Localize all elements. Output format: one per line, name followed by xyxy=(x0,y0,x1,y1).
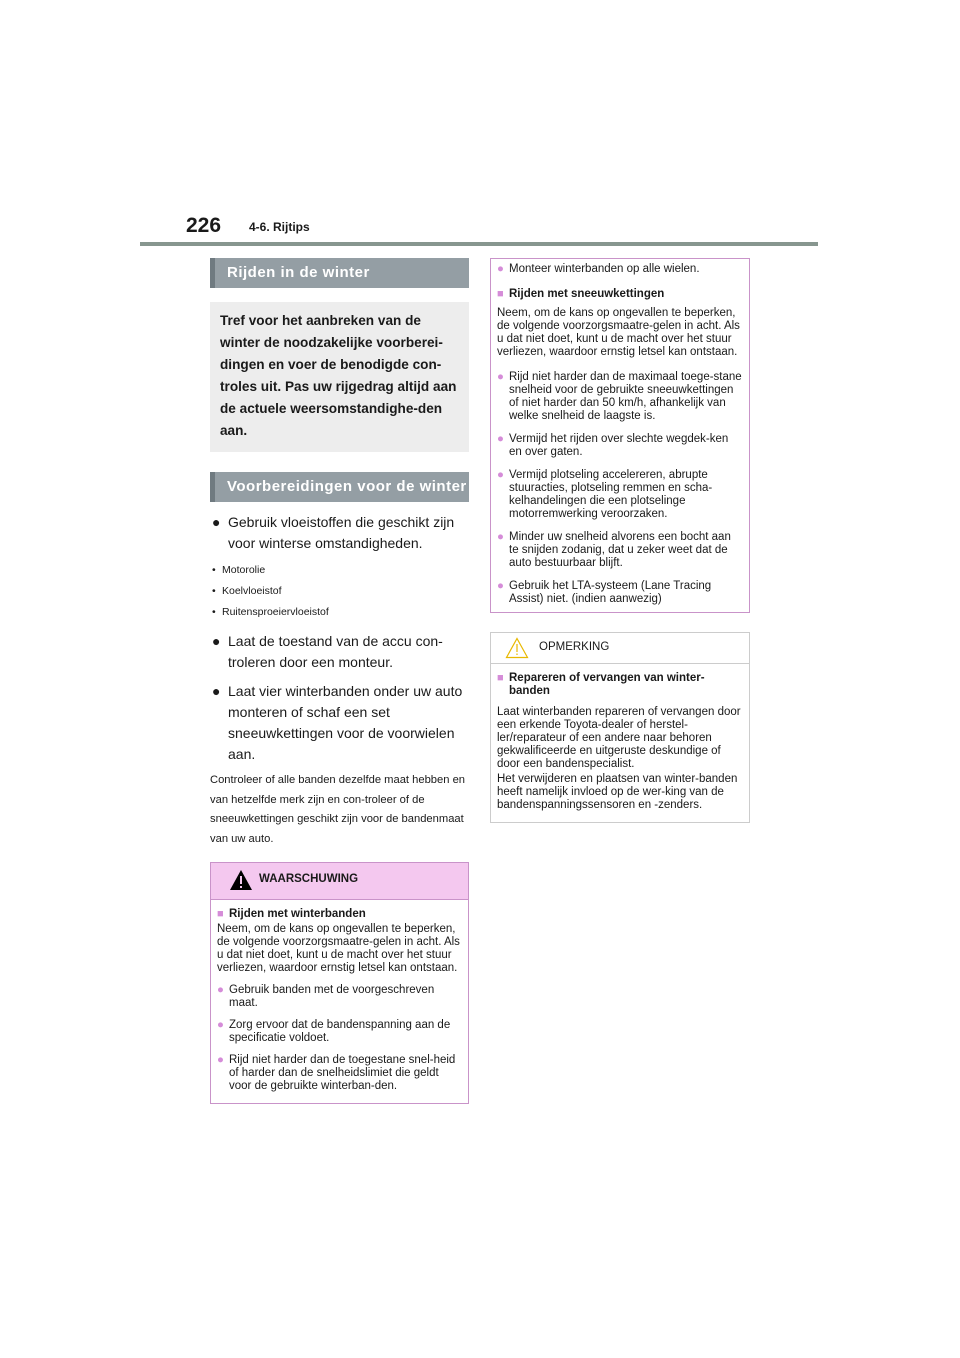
square-bullet-icon: ■ xyxy=(497,672,504,684)
list-item: ● Monteer winterbanden op alle wielen. xyxy=(497,263,700,275)
list-item: ● Vermijd plotseling accelereren, abrupte stuuracties, plotseling remmen en scha-kelhandelingen die een plotselinge motorremwerking veroorzaken. xyxy=(497,469,713,520)
bullet-icon: ● xyxy=(212,514,221,530)
notice-label: OPMERKING xyxy=(539,641,610,653)
section-heading-preparations: Voorbereidingen voor de winter xyxy=(210,472,469,502)
list-item: ● Laat vier winterbanden onder uw auto monteren of schaf een set sneeuwkettingen voor de voorwielen aan. xyxy=(212,683,463,762)
list-item: ● Gebruik vloeistoffen die geschikt zijn voor winterse omstandigheden. xyxy=(212,514,455,551)
right-column xyxy=(490,258,750,823)
circle-bullet-icon: ● xyxy=(217,984,224,996)
list-item: ● Zorg ervoor dat de bandenspanning aan de specificatie voldoet. xyxy=(217,1019,451,1044)
list-item: ● Rijd niet harder dan de maximaal toege-stane snelheid voor de gebruikte sneeuwkettingen of niet harder dan 50 km/h, afhankelijk van welke snelheid de laagste is. xyxy=(497,371,742,422)
square-bullet-icon: ■ xyxy=(497,288,504,300)
notice-box xyxy=(490,632,750,823)
page-number: 226 xyxy=(186,214,222,237)
warning-header xyxy=(211,863,468,900)
fluid-list xyxy=(210,560,469,623)
bullet-icon: • xyxy=(212,585,216,597)
warning-body xyxy=(211,900,468,1103)
circle-bullet-icon: ● xyxy=(497,580,504,592)
section-heading-winter: Rijden in de winter xyxy=(210,258,469,288)
square-bullet-icon: ■ xyxy=(217,908,224,920)
list-item: ● Gebruik banden met de voorgeschreven maat. xyxy=(217,984,435,1009)
snow-chain-text: Neem, om de kans op ongevallen te beperken, de volgende voorzorgsmaatre-gelen in acht. Als u dat niet doet, kunt u de macht over het stuur verliezen, waardoor ernstig letsel kan ontstaan. xyxy=(497,307,740,358)
preparation-list xyxy=(210,512,469,765)
bullet-icon: ● xyxy=(212,633,221,649)
bullet-icon: ● xyxy=(212,683,221,699)
circle-bullet-icon: ● xyxy=(497,433,504,445)
circle-bullet-icon: ● xyxy=(497,263,504,275)
notice-header xyxy=(491,633,749,664)
list-item: • Motorolie xyxy=(210,560,469,581)
list-item: ● Rijd niet harder dan de toegestane snel-heid of harder dan de snelheidslimiet die geldt voor de gebruikte winterban-den. xyxy=(217,1054,456,1092)
notice-text-1: Laat winterbanden repareren of vervangen door een erkende Toyota-dealer of herstel-ler/reparateur of een andere naar behoren gekwalificeerde en uitgeruste deskundige of door een bandenspecialist. xyxy=(497,706,741,770)
snow-chain-heading: ■ Rijden met sneeuwkettingen xyxy=(497,288,665,300)
list-item: • Koelvloeistof xyxy=(210,581,469,602)
notice-body xyxy=(491,664,749,822)
list-item: ● Minder uw snelheid alvorens een bocht aan te snijden zodanig, dat u zeker weet dat de auto bestuurbaar blijft. xyxy=(497,531,731,569)
notice-heading: ■ Repareren of vervangen van winter-banden xyxy=(497,672,705,697)
caution-triangle-icon xyxy=(505,637,529,659)
circle-bullet-icon: ● xyxy=(497,531,504,543)
warning-continued-box xyxy=(490,258,750,613)
circle-bullet-icon: ● xyxy=(497,371,504,383)
list-item: ● Gebruik het LTA-systeem (Lane Tracing Assist) niet. (indien aanwezig) xyxy=(497,580,712,605)
left-column xyxy=(210,258,469,1104)
bullet-icon: • xyxy=(212,564,216,576)
warning-triangle-icon xyxy=(229,869,253,891)
warning-heading: ■ Rijden met winterbanden xyxy=(217,908,366,920)
circle-bullet-icon: ● xyxy=(217,1054,224,1066)
tire-paragraph: Controleer of alle banden dezelfde maat hebben en van hetzelfde merk zijn en con-troleer of de sneeuwkettingen geschikt zijn voor de bandenmaat van uw auto. xyxy=(210,774,466,845)
circle-bullet-icon: ● xyxy=(217,1019,224,1031)
warning-box xyxy=(210,862,469,1104)
circle-bullet-icon: ● xyxy=(497,469,504,481)
warning-text: Neem, om de kans op ongevallen te beperken, de volgende voorzorgsmaatre-gelen in acht. Als u dat niet doet, kunt u de macht over het stuur verliezen, waardoor ernstig letsel kan ontstaan. xyxy=(217,923,460,974)
notice-text-2: Het verwijderen en plaatsen van winter-banden heeft namelijk invloed op de wer-king van de bandenspanningssensoren en -zenders. xyxy=(497,773,738,811)
bullet-icon: • xyxy=(212,606,216,618)
list-item: • Ruitensproeiervloeistof xyxy=(210,602,469,623)
section-title: 4-6. Rijtips xyxy=(249,220,310,234)
intro-box: Tref voor het aanbreken van de winter de noodzakelijke voorberei-dingen en voer de benodigde con-troles uit. Pas uw rijgedrag altijd aan de actuele weersomstandighe-den aan. xyxy=(210,302,469,452)
list-item: ● Laat de toestand van de accu con-troleren door een monteur. xyxy=(212,633,443,670)
header-rule xyxy=(140,242,818,246)
warning-label: WAARSCHUWING xyxy=(259,873,359,885)
list-item: ● Vermijd het rijden over slechte wegdek-ken en over gaten. xyxy=(497,433,729,458)
